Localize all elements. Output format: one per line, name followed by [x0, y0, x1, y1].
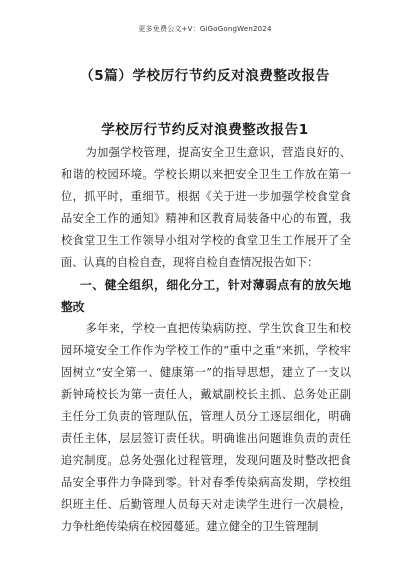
heading-1: 一、健全组织，细化分工，针对薄弱点有的放矢地整改 — [61, 278, 351, 314]
document-body — [61, 142, 351, 538]
paragraph-2: 多年来，学校一直把传染病防控、学生饮食卫生和校园环境安全工作作为学校工作的“重中之重”来抓，学校牢固树立“安全第一、健康第一”的指导思想，建立了一支以新钟琦校长为第一责任人，戴斌副校长主抓、总务处正副主任分工负责的管理队伍，管理人员分工逐层细化，明确责任主体，层层签订责任状。明确谁出问题谁负责的责任追究制度。总务处强化过程管理，发现问题及时整改把食品安全事件力争降到零。针对春季传染病高发期，学校组织班主任、后勤管理人员每天对走读学生进行一次晨检，力争杜绝传染病在校园蔓延。建立健全的卫生管理制 — [61, 322, 351, 533]
section-title: 学校厉行节约反对浪费整改报告1 — [101, 122, 309, 138]
document-title: （5篇）学校厉行节约反对浪费整改报告 — [80, 68, 330, 84]
paragraph-1: 为加强学校管理，提高安全卫生意识，营造良好的、和谐的校园环境。学校长期以来把安全卫生工作放在第一位，抓平时，重细节。根据《关于进一步加强学校食堂食品安全工作的通知》精神和区教育局装备中心的布置，我校食堂卫生工作领导小组对学校的食堂卫生工作展开了全面、认真的自检自查，现将自检自查情况报告如下： — [61, 146, 351, 269]
header-note: 更多免费公文+V：GiGoGongWen2024 — [138, 25, 272, 33]
